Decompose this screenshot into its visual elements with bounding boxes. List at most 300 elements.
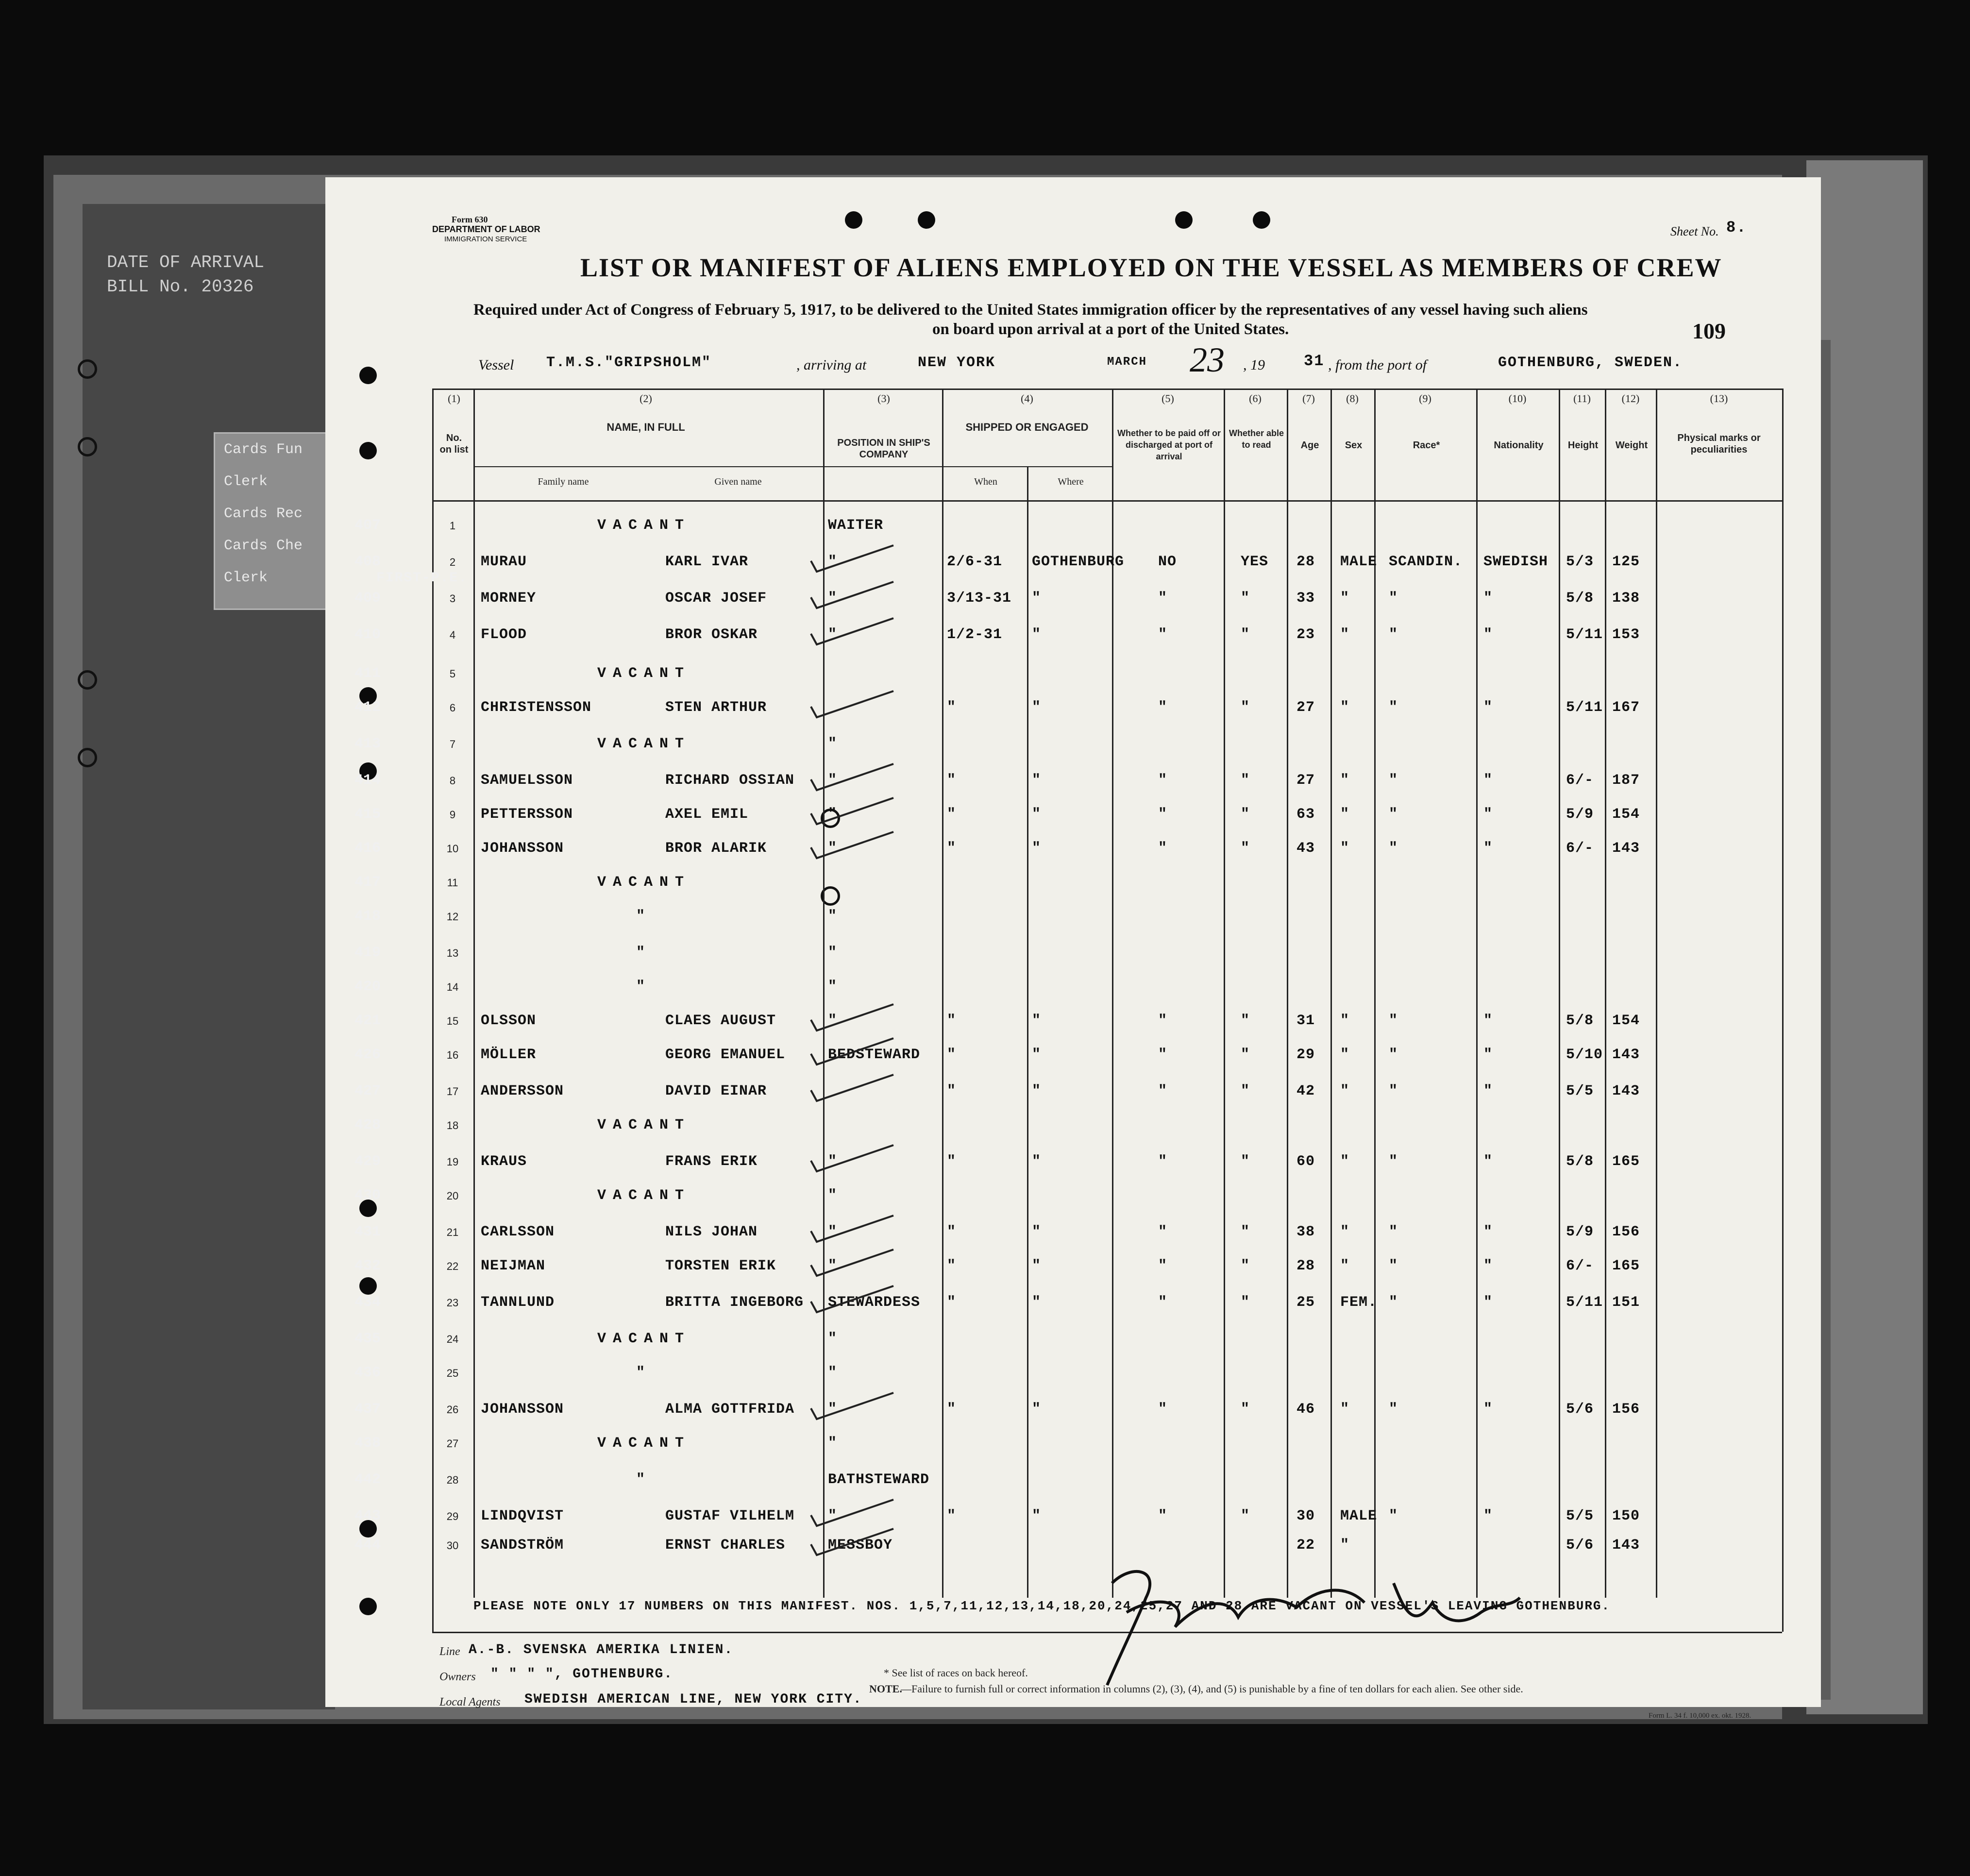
family-name-cell: ANDERSSON [481,1083,564,1099]
height-cell: 5/10 [1566,1047,1603,1063]
shipped-where-cell: " [1032,1083,1042,1099]
check-mark-icon [806,687,898,721]
cards-stamp-box [214,432,328,610]
race-cell: " [1389,772,1398,789]
col-num-10: (10) [1508,392,1527,405]
row-id: 438 [354,1435,381,1452]
height-cell: 5/5 [1566,1083,1594,1099]
weight-cell: 156 [1612,1224,1640,1240]
table-top-rule [432,389,1782,390]
row-id: 420 [354,979,381,995]
header-position: POSITION IN SHIP'S COMPANY [837,438,930,460]
shipped-when-cell: 2/6-31 [947,554,1003,570]
row-id: 434 [354,1294,381,1311]
able-to-read-cell: YES [1241,554,1269,570]
punch-hole [1175,211,1193,229]
check-mark-icon [806,1071,898,1105]
row-list-number: 19 [446,1156,459,1168]
sex-cell: MALE [1340,1508,1378,1524]
able-to-read-cell: " [1241,626,1250,643]
family-name-cell: " [636,1365,646,1381]
row-id: 430 [354,1187,381,1204]
position-cell: " [828,1401,838,1418]
sex-cell: " [1340,1537,1350,1554]
punch-hole [359,1277,377,1295]
shipped-where-cell: " [1032,772,1042,789]
check-mark-icon [806,1389,898,1423]
position-cell: " [828,806,838,823]
paid-off-cell: " [1158,1258,1168,1274]
row-list-number: 24 [446,1333,459,1345]
col-num-13: (13) [1710,392,1728,405]
given-name-cell: BROR ALARIK [665,840,767,857]
col-rule [1782,389,1784,1632]
row-list-number: 5 [449,668,456,680]
year-prefix: , 19 [1243,357,1265,373]
col-num-12: (12) [1621,392,1640,405]
shipped-when-cell: " [947,1224,957,1240]
race-cell: " [1389,1013,1398,1029]
form-footer: Form L. 34 f. 10,000 ex. okt. 1928. [1649,1712,1751,1720]
weight-cell: 153 [1612,626,1640,643]
row-id: 429 [354,1153,381,1170]
position-cell: " [828,626,838,643]
age-cell: 31 [1296,1013,1315,1029]
col-num-7: (7) [1302,392,1315,405]
nationality-cell: " [1483,1047,1493,1063]
position-cell: STEWARDESS [828,1294,921,1311]
col-num-5: (5) [1162,392,1174,405]
manifest-title: LIST OR MANIFEST OF ALIENS EMPLOYED ON THE VESSEL AS MEMBERS OF CREW [580,253,1722,282]
row-id: 409 [354,590,381,607]
able-to-read-cell: " [1241,590,1250,607]
row-id: 419 [354,945,381,961]
height-cell: 5/5 [1566,1508,1594,1524]
position-cell: " [828,1365,838,1381]
age-cell: 27 [1296,699,1315,716]
paid-off-cell: " [1158,626,1168,643]
col-num-8: (8) [1346,392,1359,405]
given-name-cell: BRITTA INGEBORG [665,1294,804,1311]
first-pe-annotation: FIRST-P.E. [376,571,468,586]
position-cell: " [828,1508,838,1524]
given-name-cell: DAVID EINAR [665,1083,767,1099]
position-cell: " [828,772,838,789]
able-to-read-cell: " [1241,1258,1250,1274]
race-cell: " [1389,699,1398,716]
position-cell: " [828,1435,838,1452]
weight-cell: 151 [1612,1294,1640,1311]
weight-cell: 165 [1612,1258,1640,1274]
race-cell: " [1389,840,1398,857]
row-id: 421 [354,1013,381,1029]
line-value: A.-B. SVENSKA AMERIKA LINIEN. [469,1642,734,1657]
family-name-cell: KRAUS [481,1153,527,1170]
position-cell: " [828,1187,838,1204]
nationality-cell: " [1483,626,1493,643]
position-cell: " [828,908,838,925]
height-cell: 6/- [1566,1258,1594,1274]
row-id: 443 [354,1508,381,1524]
vacancy-note: PLEASE NOTE ONLY 17 NUMBERS ON THIS MANIFEST. NOS. 1,5,7,11,12,13,14,18,20,24,25,27 AND 28 ARE VACANT ON VESSEL'S LEAVING GOTHENBURG. [473,1599,1611,1613]
position-cell: " [828,1013,838,1029]
row-list-number: 1 [449,520,456,532]
row-list-number: 4 [449,629,456,641]
sex-cell: " [1340,1047,1350,1063]
shipped-where-cell: " [1032,1258,1042,1274]
left-margin-sheet [83,204,335,1709]
row-id: 407 [354,517,381,534]
nationality-cell: " [1483,1083,1493,1099]
row-list-number: 17 [446,1085,459,1098]
col-num-6: (6) [1249,392,1262,405]
row-id: 415 [354,806,381,823]
row-list-number: 28 [446,1474,459,1486]
race-cell: " [1389,1258,1398,1274]
paid-off-cell: " [1158,840,1168,857]
given-name-cell: NILS JOHAN [665,1224,758,1240]
header-age: Age [1300,440,1319,451]
sex-cell: FEM. [1340,1294,1378,1311]
check-mark-icon [806,1141,898,1175]
cards-line: Cards Fun [224,441,303,458]
check-mark-icon [806,578,898,612]
shipped-where-cell: " [1032,699,1042,716]
note-label: NOTE. [869,1683,902,1695]
row-id: 444 [354,1537,381,1554]
row-id: 436 [354,1365,381,1381]
age-cell: 22 [1296,1537,1315,1554]
weight-cell: 143 [1612,1047,1640,1063]
row-id: 410 [354,626,381,643]
punch-hole [359,1598,377,1615]
check-mark-icon [806,1212,898,1246]
shipped-when-cell: " [947,1047,957,1063]
nationality-cell: " [1483,1013,1493,1029]
row-list-number: 22 [446,1260,459,1272]
height-cell: 5/11 [1566,1294,1603,1311]
position-cell: " [828,979,838,995]
col-rule [1476,389,1478,1598]
given-name-cell: ALMA GOTTFRIDA [665,1401,795,1418]
row-list-number: 21 [446,1226,459,1238]
position-cell: " [828,945,838,961]
nationality-cell: " [1483,840,1493,857]
paid-off-cell: " [1158,1224,1168,1240]
cards-line: Clerk [224,473,268,490]
header-given-name: Given name [714,476,762,487]
check-mark-icon [806,1282,898,1316]
row-list-number: 18 [446,1119,459,1132]
shipped-when-cell: " [947,1258,957,1274]
age-cell: 43 [1296,840,1315,857]
manifest-sheet [325,177,1821,1707]
age-cell: 42 [1296,1083,1315,1099]
age-cell: 38 [1296,1224,1315,1240]
header-shipped: SHIPPED OR ENGAGED [965,421,1089,433]
shipped-when-cell: " [947,1083,957,1099]
col-rule [1027,466,1028,1598]
row-list-number: 15 [446,1015,459,1027]
nationality-cell: " [1483,1401,1493,1418]
row-list-number: 29 [446,1510,459,1522]
age-cell: 27 [1296,772,1315,789]
nationality-cell: SWEDISH [1483,554,1549,570]
able-to-read-cell: " [1241,1013,1250,1029]
family-name-cell: MORNEY [481,590,537,607]
row-id: 411 [354,665,381,682]
nationality-cell: " [1483,1508,1493,1524]
row-id: 417 [354,874,381,891]
col-rule [1330,389,1332,1598]
weight-cell: 156 [1612,1401,1640,1418]
header-nationality: Nationality [1494,440,1544,451]
shipped-where-cell: " [1032,626,1042,643]
check-mark-icon [806,828,898,862]
paid-off-cell: " [1158,1153,1168,1170]
row-id: 414 [354,772,381,789]
col-rule [473,389,475,1598]
from-port-label: , from the port of [1328,357,1427,373]
owners-value: " " " ", GOTHENBURG. [490,1667,674,1682]
given-name-cell: CLAES AUGUST [665,1013,776,1029]
table-header-rule [432,500,1782,502]
col-rule [1605,389,1606,1598]
row-list-number: 10 [446,843,459,855]
service-label: IMMIGRATION SERVICE [444,235,527,243]
weight-cell: 165 [1612,1153,1640,1170]
header-where: Where [1058,476,1084,487]
position-cell: " [828,1331,838,1347]
sheet-number: 8. [1726,219,1747,237]
height-cell: 5/9 [1566,1224,1594,1240]
paid-off-cell: NO [1158,554,1177,570]
shipped-where-cell: " [1032,1508,1042,1524]
position-cell: " [828,1224,838,1240]
check-mark-icon [806,1246,898,1280]
given-name-cell: TORSTEN ERIK [665,1258,776,1274]
given-name-cell: BROR OSKAR [665,626,758,643]
family-name-cell: " [636,945,646,961]
able-to-read-cell: " [1241,1508,1250,1524]
header-height: Height [1567,440,1599,451]
sex-cell: " [1340,806,1350,823]
row-list-number: 20 [446,1190,459,1202]
check-mark-icon [806,614,898,648]
punch-hole [845,211,862,229]
race-cell: " [1389,1047,1398,1063]
height-cell: 5/8 [1566,1153,1594,1170]
weight-cell: 138 [1612,590,1640,607]
height-cell: 6/- [1566,772,1594,789]
family-name-cell: VACANT [597,1187,691,1204]
col-rule [1287,389,1288,1598]
shipped-when-cell: " [947,1294,957,1311]
family-name-cell: NEIJMAN [481,1258,546,1274]
family-name-cell: SANDSTRÖM [481,1537,564,1554]
col-rule [1224,389,1225,1598]
sex-cell: " [1340,840,1350,857]
age-cell: 28 [1296,1258,1315,1274]
family-name-cell: VACANT [597,1331,691,1347]
row-id: 418 [354,908,381,925]
binder-ring-hole [78,748,97,767]
family-name-cell: VACANT [597,874,691,891]
given-name-cell: OSCAR JOSEF [665,590,767,607]
row-list-number: 7 [449,738,456,750]
manifest-subtitle-1: Required under Act of Congress of February 5, 1917, to be delivered to the United States immigration officer by the representatives of any vessel having such aliens [473,301,1588,319]
header-paid-off: Whether to be paid off or discharged at port of arrival [1117,428,1221,461]
cards-line: Cards Rec [224,506,303,522]
able-to-read-cell: " [1241,840,1250,857]
height-cell: 6/- [1566,840,1594,857]
shipped-where-cell: GOTHENBURG [1032,554,1125,570]
height-cell: 5/8 [1566,590,1594,607]
able-to-read-cell: " [1241,1083,1250,1099]
col-num-3: (3) [877,392,890,405]
shipped-when-cell: " [947,840,957,857]
able-to-read-cell: " [1241,1294,1250,1311]
col-rule [1559,389,1560,1598]
weight-cell: 167 [1612,699,1640,716]
col-rule [1656,389,1657,1598]
shipped-when-cell: " [947,806,957,823]
row-list-number: 26 [446,1403,459,1416]
position-cell: WAITER [828,517,884,534]
row-id: 432 [354,1258,381,1274]
row-id: 428 [354,1117,381,1133]
vessel-name: T.M.S."GRIPSHOLM" [546,355,712,371]
family-name-cell: " [636,908,646,925]
row-list-number: 25 [446,1367,459,1379]
races-note: * See list of races on back hereof. [884,1667,1028,1679]
row-list-number: 8 [449,775,456,787]
paid-off-cell: " [1158,1083,1168,1099]
position-cell: " [828,1258,838,1274]
race-cell: " [1389,590,1398,607]
able-to-read-cell: " [1241,1153,1250,1170]
row-list-number: 9 [449,809,456,821]
paid-off-cell: " [1158,699,1168,716]
shipped-where-cell: " [1032,1224,1042,1240]
able-to-read-cell: " [1241,772,1250,789]
row-list-number: 13 [446,947,459,959]
check-mark-icon [806,1525,898,1559]
height-cell: 5/6 [1566,1537,1594,1554]
given-name-cell: KARL IVAR [665,554,749,570]
paid-off-cell: " [1158,772,1168,789]
row-list-number: 6 [449,702,456,714]
height-cell: 5/11 [1566,699,1603,716]
header-no-on-list: No. on list [439,433,469,455]
height-cell: 5/11 [1566,626,1603,643]
position-cell: " [828,590,838,607]
shipped-where-cell: " [1032,590,1042,607]
row-id: 427 [354,1083,381,1099]
paid-off-cell: " [1158,1508,1168,1524]
given-name-cell: FRANS ERIK [665,1153,758,1170]
header-race: Race* [1413,440,1440,451]
paid-off-cell: " [1158,806,1168,823]
page-stamp: 109 [1692,319,1726,343]
check-mark-icon [806,1034,898,1068]
binder-ring-hole [78,670,97,690]
family-name-cell: OLSSON [481,1013,537,1029]
row-list-number: 11 [447,877,458,889]
shipped-when-cell: " [947,1013,957,1029]
arrival-day-handwritten: 23 [1190,340,1225,379]
family-name-cell: FLOOD [481,626,527,643]
row-list-number: 27 [446,1437,459,1450]
row-list-number: 2 [449,556,456,568]
age-cell: 63 [1296,806,1315,823]
sex-cell: " [1340,1083,1350,1099]
cards-line: Cards Che [224,538,303,554]
header-when: When [974,476,997,487]
header-sex: Sex [1345,440,1363,451]
sex-cell: " [1340,1153,1350,1170]
height-cell: 5/6 [1566,1401,1594,1418]
bill-number-label: BILL No. 20326 [107,277,254,297]
shipped-where-cell: " [1032,806,1042,823]
sex-cell: " [1340,699,1350,716]
family-name-cell: JOHANSSON [481,840,564,857]
arriving-label: , arriving at [796,357,867,373]
paid-off-cell: " [1158,1294,1168,1311]
sex-cell: " [1340,1258,1350,1274]
note-text: —Failure to furnish full or correct information in columns (2), (3), (4), and (5) is punishable by a fine of ten dollars for each alien. See other side. [901,1683,1523,1695]
weight-cell: 187 [1612,772,1640,789]
race-cell: " [1389,1153,1398,1170]
manifest-subtitle-2: on board upon arrival at a port of the United States. [932,321,1289,338]
given-name-cell: GUSTAF VILHELM [665,1508,795,1524]
sex-cell: " [1340,1224,1350,1240]
row-id: 435 [354,1331,381,1347]
family-name-cell: VACANT [597,1435,691,1452]
race-cell: " [1389,1083,1398,1099]
punch-hole [918,211,935,229]
age-cell: 30 [1296,1508,1315,1524]
sex-cell: " [1340,772,1350,789]
family-name-cell: SAMUELSSON [481,772,573,789]
col-num-1: (1) [448,392,460,405]
row-id: 412 [354,699,381,716]
position-cell: BATHSTEWARD [828,1471,930,1488]
punch-hole [359,442,377,459]
shipped-when-cell: " [947,699,957,716]
shipped-when-cell: 3/13-31 [947,590,1012,607]
family-name-cell: VACANT [597,665,691,682]
shipped-when-cell: 1/2-31 [947,626,1003,643]
header-able-to-read: Whether able to read [1229,428,1284,450]
age-cell: 25 [1296,1294,1315,1311]
sex-cell: " [1340,590,1350,607]
row-id: 437 [354,1401,381,1418]
family-name-cell: PETTERSSON [481,806,573,823]
family-name-cell: TANNLUND [481,1294,555,1311]
row-list-number: 30 [446,1539,459,1552]
shipped-when-cell: " [947,772,957,789]
shipped-where-cell: " [1032,1294,1042,1311]
handwritten-signature [1093,1554,1530,1695]
family-name-cell: CARLSSON [481,1224,555,1240]
check-mark-icon [806,1000,898,1034]
row-list-number: 3 [449,592,456,605]
race-cell: " [1389,806,1398,823]
punch-hole [359,367,377,384]
sex-cell: " [1340,1013,1350,1029]
shipped-when-cell: " [947,1153,957,1170]
